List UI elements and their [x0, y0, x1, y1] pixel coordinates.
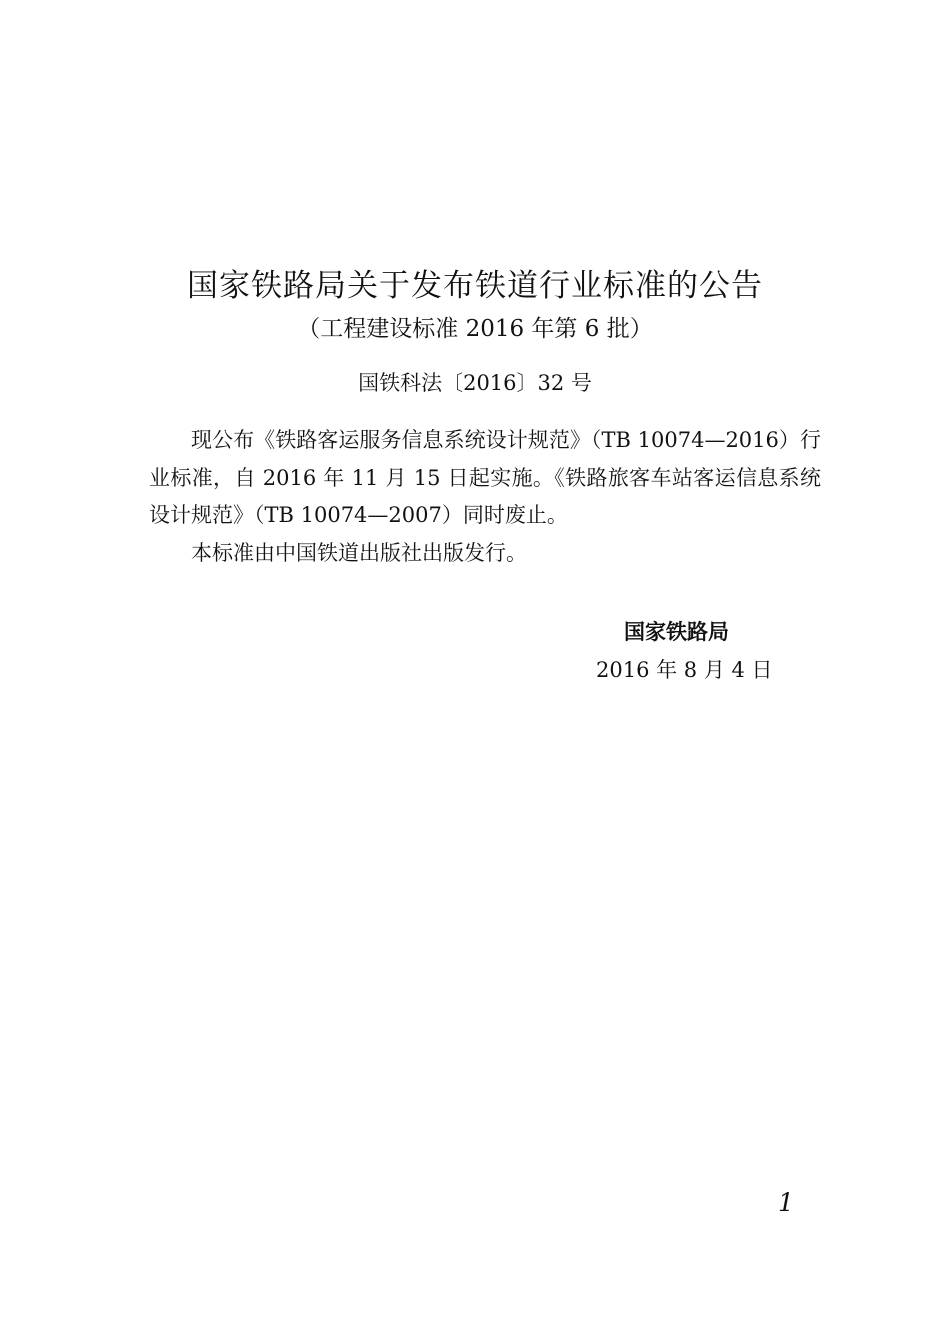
issue-date: 2016 年 8 月 4 日: [596, 658, 773, 682]
announcement-body: [149, 422, 821, 572]
body-paragraph: 本标准由中国铁道出版社出版发行。: [191, 540, 527, 565]
announcement-subtitle: （工程建设标准 2016 年第 6 批）: [297, 316, 653, 342]
document-number: 国铁科法〔2016〕32 号: [358, 371, 592, 395]
announcement-title: 国家铁路局关于发布铁道行业标准的公告: [187, 268, 763, 304]
page-number: 1: [778, 1188, 794, 1217]
body-paragraph: 现公布《铁路客运服务信息系统设计规范》（TB 10074—2016）行业标准，自 2016 年 11 月 15 日起实施。《铁路旅客车站客运信息系统设计规范》（TB 10074—2007）同时废止。: [149, 428, 821, 527]
signer-name: 国家铁路局: [624, 620, 729, 644]
